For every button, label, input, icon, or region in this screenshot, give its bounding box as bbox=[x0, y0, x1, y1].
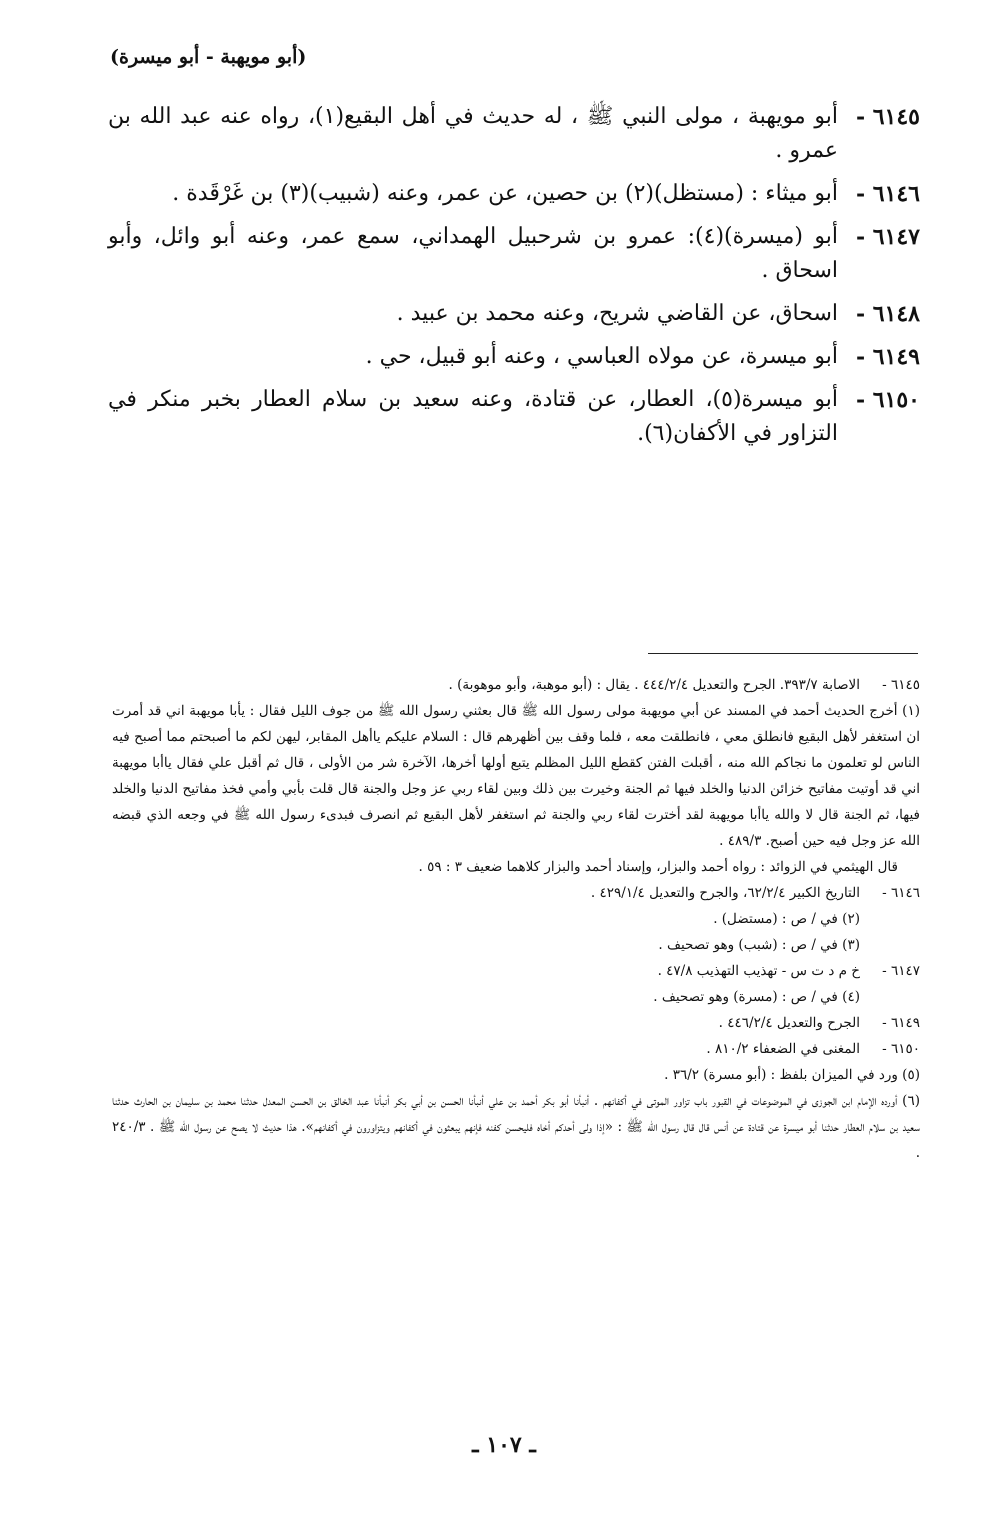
note-number: ٦١٤٥ - bbox=[882, 677, 920, 693]
entry-number: ٦١٤٥ - bbox=[855, 104, 920, 130]
biography-entries bbox=[108, 100, 920, 460]
note-number: ٦١٥٠ - bbox=[882, 1041, 920, 1057]
footnotes bbox=[112, 672, 920, 1166]
entry-text: اسحاق، عن القاضي شريح، وعنه محمد بن عبيد . bbox=[396, 301, 838, 326]
entry-6145 bbox=[108, 100, 920, 168]
note-6149 bbox=[112, 1010, 920, 1036]
note-6147 bbox=[112, 958, 920, 984]
note-text: التاريخ الكبير ٦٢/٢/٤، والجرح والتعديل ٤٢٩/١/٤ . bbox=[590, 885, 860, 901]
footnote-1-comment: قال الهيثمي في الزوائد : رواه أحمد والبزار، وإسناد أحمد والبزار كلاهما ضعيف ٣ : ٥٩ . bbox=[418, 859, 898, 875]
note-number: ٦١٤٦ - bbox=[882, 885, 920, 901]
note-number: ٦١٤٧ - bbox=[882, 963, 920, 979]
entry-6146 bbox=[108, 177, 920, 211]
running-title: (أبو مويهبة - أبو ميسرة) bbox=[110, 46, 307, 68]
note-text: المغنى في الضعفاء ٨١٠/٢ . bbox=[706, 1041, 860, 1057]
footnote-6: (٦) أورده الإمام ابن الجوزى في الموضوعات في القبور باب تزاور الموتى في أكفانهم . أنبأنا أبو بكر أحمد بن علي أنبأنا الحسن بن أبي بكر أنبأنا عبد الخالق بن الحسن المعدل حدثنا محمد بن سليمان بن الحارث حدثنا سعيد بن سلام العطار حدثنا أبو ميسرة عن قتادة عن أنس قال قال رسول الله ﷺ : «إذا ولى أحدكم أخاه فليحسن كفنه فإنهم يبعثون في أكفانهم ويتزاورون في أكفانهم». هذا حديث لا يصح عن رسول الله ﷺ . ٢٤٠/٣ . bbox=[112, 1093, 920, 1161]
note-number: ٦١٤٩ - bbox=[882, 1015, 920, 1031]
footnote-2: (٢) في / ص : (مستضل) . bbox=[713, 911, 860, 927]
entry-number: ٦١٤٩ - bbox=[855, 344, 920, 370]
entry-6148 bbox=[108, 297, 920, 331]
note-6146 bbox=[112, 880, 920, 906]
footnote-5: (٥) ورد في الميزان بلفظ : (أبو مسرة) ٣٦/٢ . bbox=[664, 1067, 920, 1083]
page-number: ـ ١٠٧ ـ bbox=[472, 1432, 536, 1458]
entry-number: ٦١٤٧ - bbox=[855, 224, 920, 250]
entry-6147 bbox=[108, 220, 920, 288]
footnote-3: (٣) في / ص : (شبب) وهو تصحيف . bbox=[658, 937, 860, 953]
footnote-separator bbox=[648, 653, 918, 654]
entry-text: أبو ميسرة، عن مولاه العباسي ، وعنه أبو قبيل، حي . bbox=[365, 344, 838, 369]
entry-text: أبو ميثاء : (مستظل)(٢) بن حصين، عن عمر، وعنه (شبيب)(٣) بن غَرْقَدة . bbox=[172, 181, 838, 206]
entry-6149 bbox=[108, 340, 920, 374]
entry-number: ٦١٤٨ - bbox=[855, 301, 920, 327]
note-text: الجرح والتعديل ٤٤٦/٢/٤ . bbox=[718, 1015, 860, 1031]
footnote-4: (٤) في / ص : (مسرة) وهو تصحيف . bbox=[653, 989, 860, 1005]
entry-text: أبو ميسرة(٥)، العطار، عن قتادة، وعنه سعيد بن سلام العطار بخبر منكر في التزاور في الأكفان(٦). bbox=[108, 387, 838, 446]
entry-6150 bbox=[108, 383, 920, 451]
note-6150 bbox=[112, 1036, 920, 1062]
note-6145 bbox=[112, 672, 920, 698]
entry-number: ٦١٥٠ - bbox=[855, 387, 920, 413]
entry-text: أبو مويهبة ، مولى النبي ﷺ ، له حديث في أهل البقيع(١)، رواه عنه عبد الله بن عمرو . bbox=[108, 104, 838, 163]
entry-number: ٦١٤٦ - bbox=[855, 181, 920, 207]
note-text: الاصابة ٣٩٣/٧. الجرح والتعديل ٤٤٤/٢/٤ . يقال : (أبو موهبة، وأبو موهوبة) . bbox=[448, 677, 860, 693]
footnote-1: (١) أخرج الحديث أحمد في المسند عن أبي مويهبة مولى رسول الله ﷺ قال بعثني رسول الله ﷺ من جوف الليل فقال : يأبا مويهبة اني قد أمرت ان استغفر لأهل البقيع فانطلق معي ، فانطلقت معه ، فلما وقف بين أظهرهم قال : السلام عليكم ياأهل المقابر، ليهن لكم ما أصبحتم مما أصبح فيه الناس لو تعلمون ما نجاكم الله منه ، أقبلت الفتن كقطع الليل المظلم يتبع أولها أخرها، الآخرة شر من الأولى ، قال ثم أقبل علي فقال ياأبا مويهبة اني قد أوتيت مفاتيح خزائن الدنيا والخلد فيها ثم الجنة وخيرت بين ذلك وبين لقاء ربي عز وجل والجنة قال قلت بأبي وأمي فخذ مفاتيح الدنيا والخلد فيها، ثم الجنة قال لا والله ياأبا مويهبة لقد أخترت لقاء ربي والجنة ثم استغفر لأهل البقيع ثم انصرف فبدىء رسول الله ﷺ في وجعه الذي قبضه الله عز وجل فيه حين أصبح. ٤٨٩/٣ . bbox=[112, 703, 920, 849]
note-text: خ م د ت س - تهذيب التهذيب ٤٧/٨ . bbox=[657, 963, 860, 979]
entry-text: أبو (ميسرة)(٤): عمرو بن شرحبيل الهمداني، سمع عمر، وعنه أبو وائل، وأبو اسحاق . bbox=[108, 224, 838, 283]
